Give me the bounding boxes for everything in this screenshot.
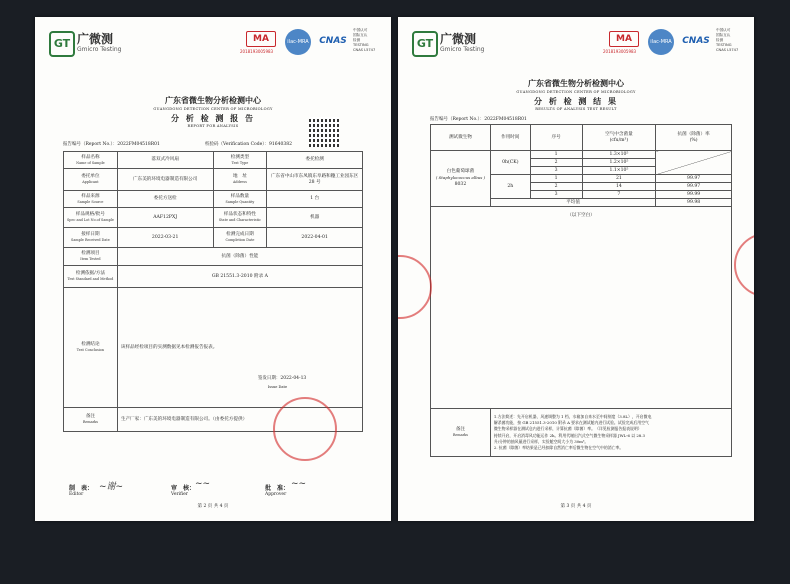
org-title: 广东省微生物分析检测中心 (165, 95, 261, 105)
sample-name: 落双式冷风扇 (117, 152, 213, 169)
remarks-label: 备注 Remarks (64, 408, 118, 432)
table-row-seq: 1 (530, 175, 582, 183)
approver-signature-label: 批 准： Approver (265, 485, 290, 497)
remarks: 生产厂家：广东美的环境电器制造有限公司。（由委托方提供） (117, 408, 362, 432)
seal-right-edge (734, 233, 754, 297)
sample-qty-label: 样品数量 Sample Quantity (213, 191, 267, 208)
seal-left-edge (398, 255, 432, 319)
report-title-en: REPORT FOR ANALYSIS (187, 124, 239, 128)
sample-source: 委托方送检 (117, 191, 213, 208)
report-info-table (63, 151, 363, 432)
state-label: 样品状态和特性 State and Characteristic (213, 208, 267, 228)
ilac-mra-logo: ilac-MRA (285, 29, 311, 55)
brand-name: 广微测 (77, 32, 114, 46)
table-row-rate: 99.97 (656, 183, 732, 191)
test-type: 委托检测 (267, 152, 363, 169)
received-date: 2022-03-21 (117, 228, 213, 248)
method-label: 检测依据/方法 Test Standard and Method (64, 266, 118, 288)
table-row-conc: 1.1×10⁵ (582, 167, 656, 175)
result-title: 分 析 检 测 结 果 (534, 96, 618, 106)
conclusion-cell (117, 288, 362, 408)
gmicro-logo: GT (49, 31, 75, 57)
item-tested: 抗菌（除菌）性能 (117, 248, 362, 266)
editor-signature: ~谢~ (99, 482, 124, 492)
table-row-conc: 1.2×10⁵ (582, 159, 656, 167)
approver-signature: ~~ (291, 479, 307, 489)
org-title: 广东省微生物分析检测中心 (528, 78, 624, 88)
result-title-en: RESULTS OF ANALYSIS TEST RESULT (535, 107, 617, 111)
col-concentration: 空气中含菌量 (cfu/m³) (582, 125, 656, 151)
verifier-signature-label: 审 核： Verifier (171, 485, 196, 497)
col-time: 作用时间 (490, 125, 530, 151)
report-number: 报告编号（Report No.）：2022FM04518R01 (63, 142, 160, 147)
report-page-2 (398, 17, 754, 521)
table-row-conc: 7 (582, 191, 656, 199)
page-header (398, 17, 754, 65)
table-row-seq: 2 (530, 159, 582, 167)
spec: AAF12PXJ (117, 208, 213, 228)
table-row-conc: 21 (582, 175, 656, 183)
brand-name-en: Gmicro Testing (440, 46, 485, 53)
remarks-label: 备注 Remarks (431, 409, 491, 457)
table-row-rate: 99.97 (656, 175, 732, 183)
report-number: 报告编号（Report No.）：2022FM04518R01 (430, 117, 527, 122)
gmicro-logo: GT (412, 31, 438, 57)
report-page-1 (35, 17, 391, 521)
org-title-en: GUANGDONG DETECTION CENTER OF MICROBIOLOGY (153, 107, 273, 111)
cma-number: 2018193005983 (603, 49, 637, 54)
average-label: 平均值 (490, 199, 655, 207)
sample-qty: 1 台 (267, 191, 363, 208)
inspection-seal (273, 397, 337, 461)
sample-name-label: 样品名称 Name of Sample (64, 152, 118, 169)
cma-number: 2018193005983 (240, 49, 274, 54)
table-row-conc: 1.3×10⁵ (582, 151, 656, 159)
issue-date-en: Issue Date (267, 385, 288, 389)
address: 广东省中山市东凤镇东阜路和穗工业园东区 28 号 (267, 169, 363, 191)
table-row-seq: 3 (530, 167, 582, 175)
page-header (35, 17, 391, 65)
spec-label: 样品规格/批号 Spec and Lot No.of Sample (64, 208, 118, 228)
rate-na-cell (656, 151, 732, 175)
col-rate: 抗菌（除菌）率 (%) (656, 125, 732, 151)
test-type-label: 检测类型 Test Type (213, 152, 267, 169)
page-number: 第 3 页 共 4 页 (560, 504, 592, 509)
address-label: 地 址 Address (213, 169, 267, 191)
table-row-rate: 99.99 (656, 191, 732, 199)
table-row-conc: 14 (582, 183, 656, 191)
time-2h: 2h (490, 175, 530, 199)
issue-date: 签发日期：2022-04-13 (257, 376, 307, 381)
page-number: 第 2 页 共 4 页 (197, 504, 229, 509)
results-table (430, 124, 732, 457)
cma-mark: MA (246, 31, 276, 47)
table-row-seq: 2 (530, 183, 582, 191)
verifier-signature: ~~ (195, 479, 211, 489)
conclusion-label: 检测结论 Test Conclusion (64, 288, 118, 408)
cnas-logo: CNAS (682, 36, 710, 46)
editor-signature-label: 制 表： Editor (69, 485, 94, 497)
sample-source-label: 样品来源 Sample Source (64, 191, 118, 208)
remarks: 1.方法简述：先开启机器，风速调整为 1 档，水箱加自来水至中间刻度（3.8L），开启微电 解杀菌功能，按 GB 21551.3-2010 附录 A 要求在测试舱内进行试验。试验完成后用空气 微生物采样器在测试仓内进行采样，计算抗菌（除菌）率。（详见检测报告报表说明） 持续开启，开启消毒风功能运作 2h。利用代谢出汽式空气微生物采样器 JWL-6 以 28.3 升/分钟的抽风量进行采样，实验舱空间大小为 30m³。 2. 抗菌（除菌）率结果是已经扣除自然消亡率后微生物在空气中的消亡率。 (490, 409, 731, 457)
received-label: 接样日期 Sample Received Date (64, 228, 118, 248)
applicant-label: 委托单位 Applicant (64, 169, 118, 191)
table-row-seq: 3 (530, 191, 582, 199)
applicant: 广东美的环境电器制造有限公司 (117, 169, 213, 191)
completion-date: 2022-04-01 (267, 228, 363, 248)
cnas-info: 中国认可 国际互认 检测 TESTING CNAS L5747 (716, 28, 739, 52)
blank-cell (431, 207, 732, 409)
brand-name-en: Gmicro Testing (77, 46, 122, 53)
item-label: 检测项目 Item Tested (64, 248, 118, 266)
report-title: 分 析 检 测 报 告 (171, 113, 255, 123)
state: 机器 (267, 208, 363, 228)
cnas-info: 中国认可 国际互认 检测 TESTING CNAS L5747 (353, 28, 376, 52)
org-title-en: GUANGDONG DETECTION CENTER OF MICROBIOLOGY (516, 90, 636, 94)
test-method: GB 21551.3-2010 附录 A (117, 266, 362, 288)
cma-mark: MA (609, 31, 639, 47)
completion-label: 检测完成日期 Completion Date (213, 228, 267, 248)
col-microbe: 测试微生物 (431, 125, 491, 151)
conclusion-text: 该样品经检项目的实测数据见本检测报告报表。 (120, 344, 218, 350)
ilac-mra-logo: ilac-MRA (648, 29, 674, 55)
blank-note: （以下空白） (567, 213, 595, 218)
time-ck: 0h(CK) (490, 151, 530, 175)
cnas-logo: CNAS (319, 36, 347, 46)
verification-code: 校验码（Verification Code）：91640382 (205, 142, 292, 147)
col-seq: 序号 (530, 125, 582, 151)
microbe-cell: 白色葡萄球菌 ( Staphylococcus albus ) 8032 (431, 151, 491, 207)
average-value: 99.98 (656, 199, 732, 207)
brand-name: 广微测 (440, 32, 477, 46)
table-row-seq: 1 (530, 151, 582, 159)
